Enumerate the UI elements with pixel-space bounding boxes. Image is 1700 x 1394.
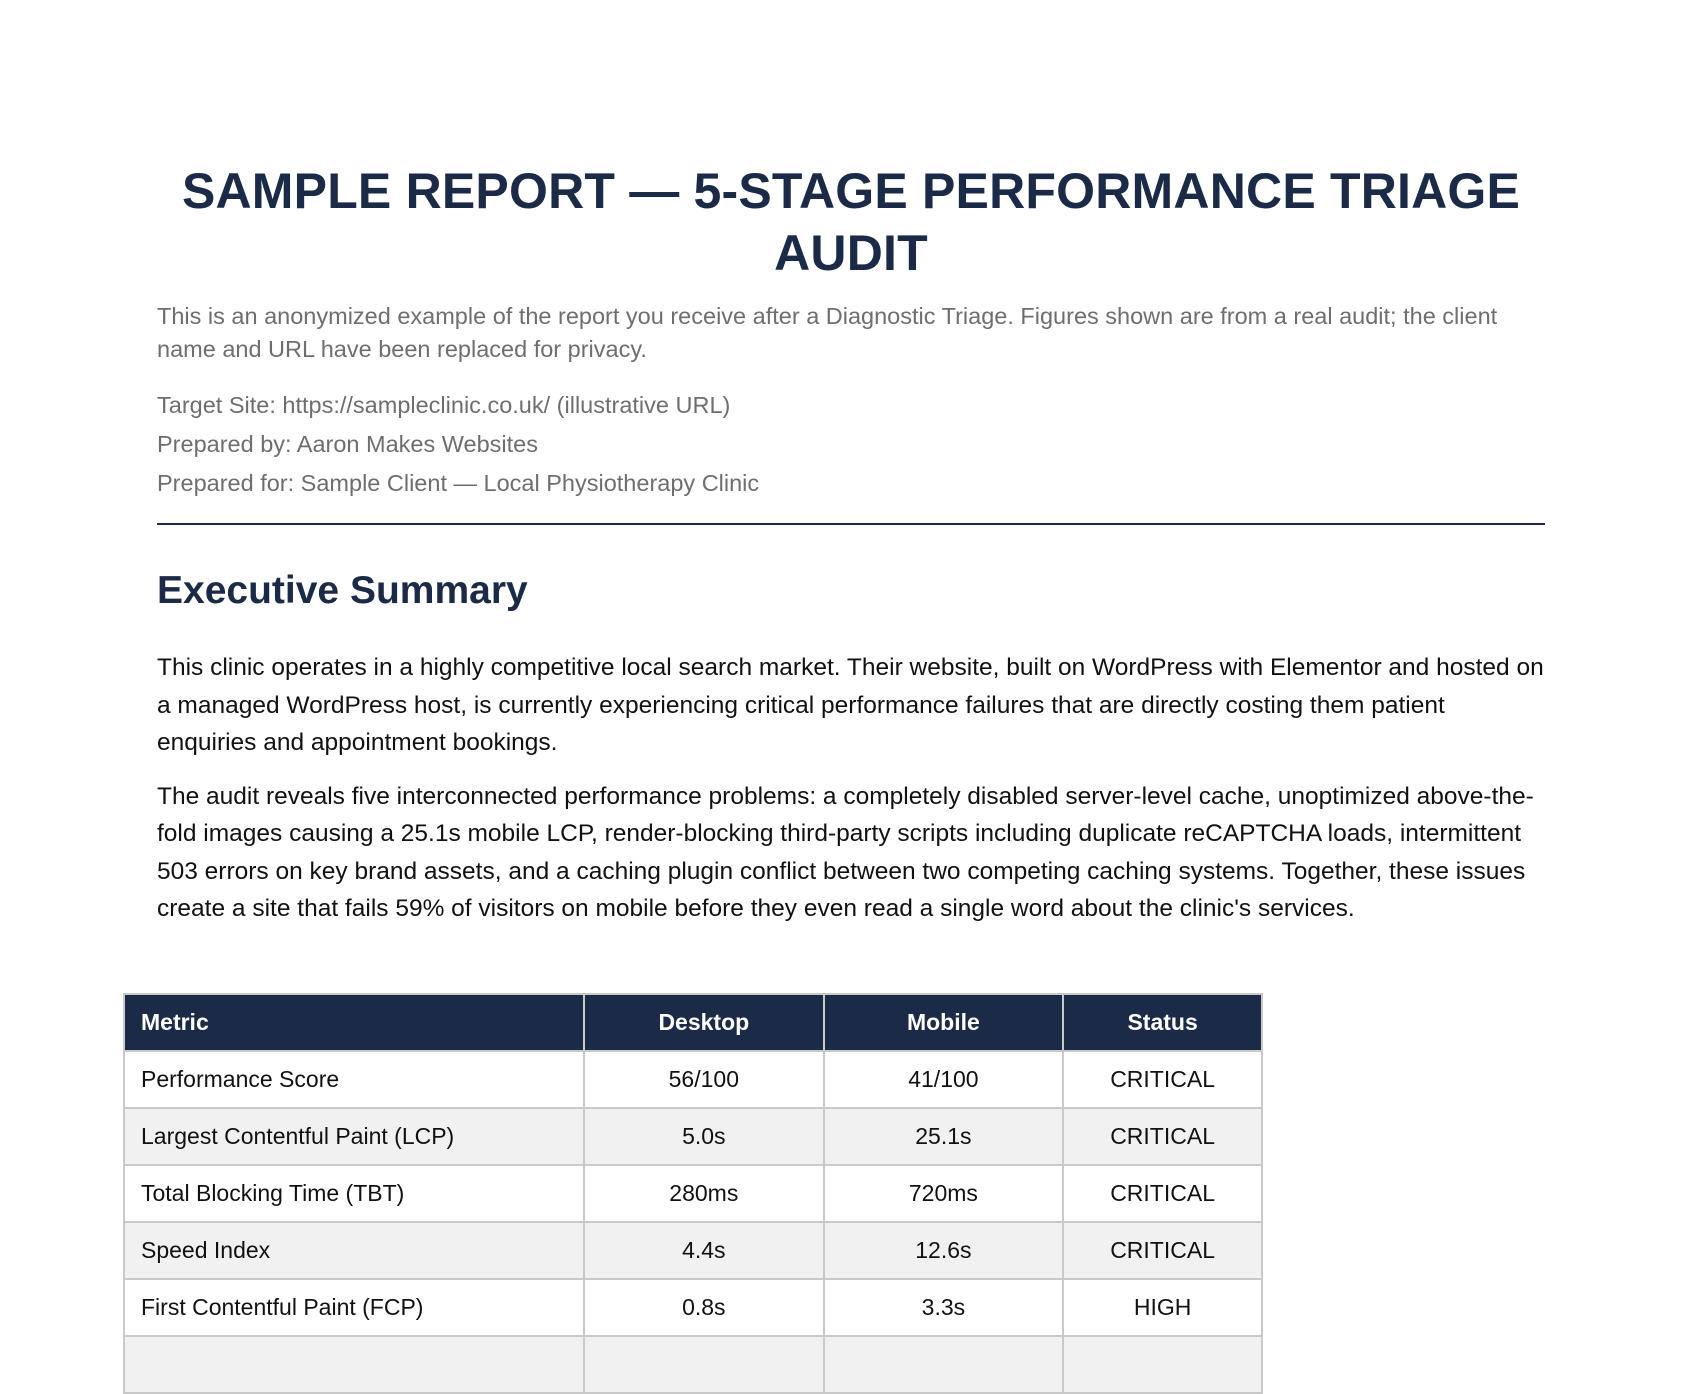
mobile-cell: 3.3s xyxy=(824,1279,1064,1336)
desktop-cell: 280ms xyxy=(584,1165,824,1222)
mobile-cell: 12.6s xyxy=(824,1222,1064,1279)
report-meta xyxy=(157,386,1545,503)
table-row-partial xyxy=(124,1336,1262,1393)
desktop-cell: 4.4s xyxy=(584,1222,824,1279)
executive-summary-heading: Executive Summary xyxy=(157,569,528,612)
desktop-cell: 0.8s xyxy=(584,1279,824,1336)
header-metric: Metric xyxy=(124,994,584,1051)
metric-cell: Total Blocking Time (TBT) xyxy=(124,1165,584,1222)
header-mobile: Mobile xyxy=(824,994,1064,1051)
header-status: Status xyxy=(1063,994,1262,1051)
status-cell: CRITICAL xyxy=(1063,1108,1262,1165)
status-cell: CRITICAL xyxy=(1063,1051,1262,1108)
desktop-cell: 56/100 xyxy=(584,1051,824,1108)
table-row xyxy=(124,1051,1262,1108)
table-row xyxy=(124,1165,1262,1222)
metric-cell: First Contentful Paint (FCP) xyxy=(124,1279,584,1336)
report-title: SAMPLE REPORT — 5-STAGE PERFORMANCE TRIAGE AUDIT xyxy=(181,163,1521,281)
summary-paragraph-1: This clinic operates in a highly competitive local search market. Their website, built on WordPress with Elementor and hosted on a managed WordPress host, is currently experiencing critical performance failures that are directly costing them patient enquiries and appointment bookings. xyxy=(157,654,1544,756)
header-desktop: Desktop xyxy=(584,994,824,1051)
desktop-cell: 5.0s xyxy=(584,1108,824,1165)
mobile-cell: 41/100 xyxy=(824,1051,1064,1108)
table-row xyxy=(124,1108,1262,1165)
target-site-line: Target Site: https://sampleclinic.co.uk/ (illustrative URL) xyxy=(157,392,731,418)
metrics-table xyxy=(123,993,1263,1394)
status-cell: CRITICAL xyxy=(1063,1165,1262,1222)
prepared-for-line: Prepared for: Sample Client — Local Physiotherapy Clinic xyxy=(157,470,760,496)
status-cell: HIGH xyxy=(1063,1279,1262,1336)
prepared-by-line: Prepared by: Aaron Makes Websites xyxy=(157,431,538,457)
metric-cell: Performance Score xyxy=(124,1051,584,1108)
status-cell: CRITICAL xyxy=(1063,1222,1262,1279)
metric-cell: Largest Contentful Paint (LCP) xyxy=(124,1108,584,1165)
summary-paragraph-2: The audit reveals five interconnected performance problems: a completely disabled server-level cache, unoptimized above-the-fold images causing a 25.1s mobile LCP, render-blocking third-party scripts including duplicate reCAPTCHA loads, intermittent 503 errors on key brand assets, and a caching plugin conflict between two competing caching systems. Together, these issues create a site that fails 59% of visitors on mobile before they even read a single word about the clinic's services. xyxy=(157,782,1534,922)
table-header-row xyxy=(124,994,1262,1051)
table-row xyxy=(124,1279,1262,1336)
table-row xyxy=(124,1222,1262,1279)
report-intro: This is an anonymized example of the report you receive after a Diagnostic Triage. Figures shown are from a real audit; the client name and URL have been replaced for privacy. xyxy=(157,303,1498,362)
mobile-cell: 25.1s xyxy=(824,1108,1064,1165)
mobile-cell: 720ms xyxy=(824,1165,1064,1222)
metric-cell: Speed Index xyxy=(124,1222,584,1279)
section-divider xyxy=(157,523,1545,525)
report-page xyxy=(157,0,1545,928)
